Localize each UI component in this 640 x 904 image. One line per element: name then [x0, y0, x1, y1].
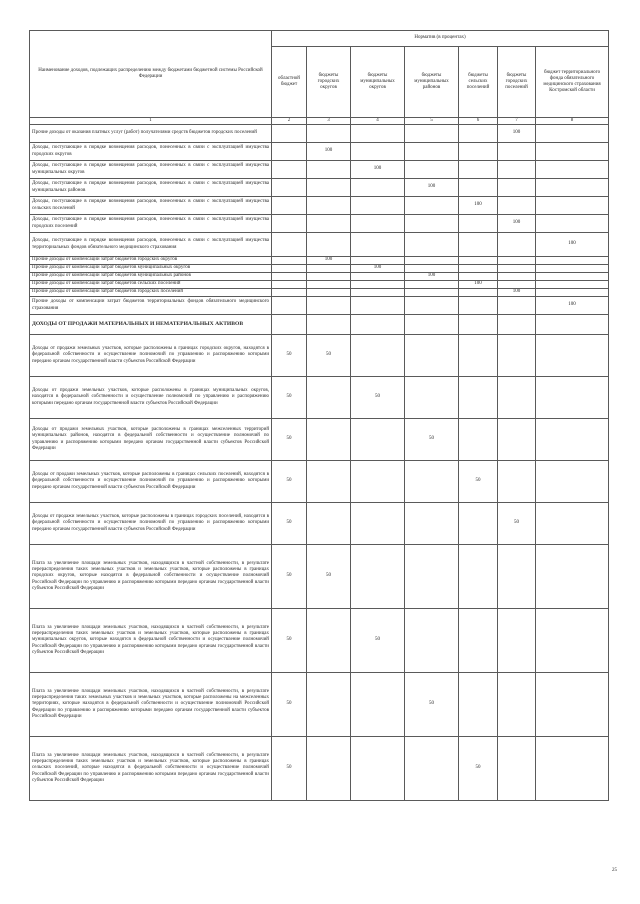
norm-value — [405, 143, 459, 161]
norm-value: 50 — [459, 461, 498, 503]
norm-value — [351, 273, 405, 281]
norm-value — [498, 737, 536, 801]
norm-value — [536, 289, 609, 297]
norm-value — [536, 737, 609, 801]
norm-value: 50 — [272, 609, 307, 673]
norm-value: 50 — [459, 737, 498, 801]
norm-value — [272, 281, 307, 289]
table-row — [30, 673, 609, 737]
revenue-name: Доходы от продажи земельных участков, которые расположены в границах городских поселений, находятся в федеральной собственности и осуществление полномочий по управлению и распоряжению которыми передано органам государственной власти субъектов Российской Федерации — [30, 503, 272, 545]
revenue-name: Доходы, поступающие в порядке возмещения расходов, понесенных в связи с эксплуатацией имущества муниципальных округов — [30, 161, 272, 179]
norm-value — [307, 503, 351, 545]
revenue-name: Доходы, поступающие в порядке возмещения расходов, понесенных в связи с эксплуатацией имущества территориальных фондов обязательного медицинского страхования — [30, 233, 272, 257]
norm-value — [307, 161, 351, 179]
norm-value — [351, 503, 405, 545]
norm-value — [405, 197, 459, 215]
norm-value — [459, 233, 498, 257]
norm-value: 50 — [272, 419, 307, 461]
norm-value — [536, 265, 609, 273]
norm-value: 50 — [272, 377, 307, 419]
norm-value — [351, 461, 405, 503]
revenue-name: Плата за увеличение площади земельных участков, находящихся в частной собственности, в результате перераспределения таких земельных участков и земельных участков, которые расположены в границах муниципальных округов, которые находятся в федеральной собственности и осуществление полномочий Российской Федерации по управлению и распоряжению которыми передано органам государственной власти субъектов Российской Федерации — [30, 609, 272, 673]
norm-value — [351, 233, 405, 257]
table-row — [30, 273, 609, 281]
norm-value: 100 — [307, 143, 351, 161]
norm-value — [307, 377, 351, 419]
column-number-2: 2 — [272, 118, 307, 125]
norm-value — [351, 281, 405, 289]
norm-value — [536, 215, 609, 233]
header-column-6: бюджеты сельских поселений — [459, 47, 498, 118]
norm-value — [307, 737, 351, 801]
norm-value — [405, 335, 459, 377]
norm-value — [536, 609, 609, 673]
revenue-name: Доходы от продажи земельных участков, которые расположены в границах межселенных территорий муниципальных районов, находятся в федеральной собственности и осуществление полномочий по управлению и распоряжению которыми передано органам государственной власти субъектов Российской Федерации — [30, 419, 272, 461]
revenue-name: Доходы от продажи земельных участков, которые расположены в границах городских округов, находятся в федеральной собственности и осуществление полномочий по управлению и распоряжению которыми передано органам государственной власти субъектов Российской Федерации — [30, 335, 272, 377]
norm-value — [536, 281, 609, 289]
norm-value — [459, 673, 498, 737]
header-column-3: бюджеты городских округов — [307, 47, 351, 118]
table-row — [30, 545, 609, 609]
norm-value — [307, 265, 351, 273]
norm-value: 50 — [272, 673, 307, 737]
norm-value — [272, 233, 307, 257]
norm-value — [307, 179, 351, 197]
norm-value: 50 — [272, 461, 307, 503]
distribution-table-sheet — [29, 30, 608, 801]
norm-value — [405, 609, 459, 673]
norm-value — [459, 503, 498, 545]
norm-value — [351, 737, 405, 801]
table-row — [30, 609, 609, 673]
norm-value — [351, 289, 405, 297]
norm-value: 100 — [498, 125, 536, 143]
norm-value — [498, 297, 536, 315]
norm-value — [272, 161, 307, 179]
norm-value — [351, 143, 405, 161]
norm-value — [272, 125, 307, 143]
norm-value — [272, 273, 307, 281]
column-number-7: 7 — [498, 118, 536, 125]
norm-value — [307, 419, 351, 461]
header-column-8: бюджет территориального фонда обязательного медицинского страхования Костромской области — [536, 47, 609, 118]
revenue-name: Доходы, поступающие в порядке возмещения расходов, понесенных в связи с эксплуатацией имущества сельских поселений — [30, 197, 272, 215]
norm-value — [498, 257, 536, 265]
norm-value — [351, 257, 405, 265]
norm-value — [536, 545, 609, 609]
norm-value: 50 — [307, 545, 351, 609]
norm-value — [351, 419, 405, 461]
norm-value — [351, 125, 405, 143]
norm-value: 100 — [351, 265, 405, 273]
column-number-1: 1 — [30, 118, 272, 125]
norm-value: 50 — [405, 673, 459, 737]
column-number-4: 4 — [351, 118, 405, 125]
norm-value — [307, 215, 351, 233]
norm-value — [459, 265, 498, 273]
norm-value — [307, 281, 351, 289]
norm-value — [498, 609, 536, 673]
revenue-name: Доходы, поступающие в порядке возмещения расходов, понесенных в связи с эксплуатацией имущества городских округов — [30, 143, 272, 161]
norm-value — [307, 125, 351, 143]
revenue-name: Доходы от продажи земельных участков, которые расположены в границах муниципальных округов, находятся в федеральной собственности и осуществление полномочий по управлению и распоряжению которыми передано органам государственной власти субъектов Российской Федерации — [30, 377, 272, 419]
header-norm-title: Норматив (в процентах) — [272, 31, 609, 47]
norm-value: 50 — [405, 419, 459, 461]
table-row — [30, 419, 609, 461]
norm-value — [405, 215, 459, 233]
norm-value — [405, 545, 459, 609]
norm-value: 50 — [272, 737, 307, 801]
revenue-name: Доходы, поступающие в порядке возмещения расходов, понесенных в связи с эксплуатацией имущества муниципальных районов — [30, 179, 272, 197]
norm-value — [405, 737, 459, 801]
header-column-4: бюджеты муниципальных округов — [351, 47, 405, 118]
table-row — [30, 161, 609, 179]
norm-value — [536, 315, 609, 335]
norm-value — [272, 179, 307, 197]
table-row — [30, 335, 609, 377]
norm-value — [536, 461, 609, 503]
norm-value — [307, 609, 351, 673]
table-row — [30, 125, 609, 143]
norm-value — [459, 609, 498, 673]
norm-value: 100 — [405, 179, 459, 197]
norm-value — [351, 197, 405, 215]
norm-value — [498, 335, 536, 377]
revenue-name: Плата за увеличение площади земельных участков, находящихся в частной собственности, в результате перераспределения таких земельных участков и земельных участков, которые расположены на межселенных территориях, которые находятся в федеральной собственности и осуществление полномочий Российской Федерации по управлению и распоряжению которыми передано органам государственной власти субъектов Российской Федерации — [30, 673, 272, 737]
revenue-name: Плата за увеличение площади земельных участков, находящихся в частной собственности, в результате перераспределения таких земельных участков и земельных участков, которые расположены в границах сельских поселений, которые находятся в федеральной собственности и осуществление полномочий Российской Федерации по управлению и распоряжению которыми передано органам государственной власти субъектов Российской Федерации — [30, 737, 272, 801]
norm-value: 50 — [351, 377, 405, 419]
revenue-name: Доходы от продажи земельных участков, которые расположены в границах сельских поселений, находятся в федеральной собственности и осуществление полномочий по управлению и распоряжению которыми передано органам государственной власти субъектов Российской Федерации — [30, 461, 272, 503]
norm-value — [459, 419, 498, 461]
norm-value — [536, 335, 609, 377]
norm-value: 50 — [307, 335, 351, 377]
norm-value — [498, 461, 536, 503]
norm-value — [498, 673, 536, 737]
norm-value — [405, 233, 459, 257]
norm-value — [498, 265, 536, 273]
norm-value — [405, 125, 459, 143]
norm-value — [351, 297, 405, 315]
norm-value — [459, 377, 498, 419]
norm-value — [272, 143, 307, 161]
norm-value — [405, 503, 459, 545]
norm-value — [272, 197, 307, 215]
norm-value — [459, 161, 498, 179]
norm-value — [307, 197, 351, 215]
table-row — [30, 503, 609, 545]
table-row — [30, 737, 609, 801]
norm-value — [536, 273, 609, 281]
norm-value — [405, 257, 459, 265]
revenue-name: Прочие доходы от компенсации затрат бюджетов городских округов — [30, 257, 272, 265]
column-number-8: 8 — [536, 118, 609, 125]
header-column-2: областной бюджет — [272, 47, 307, 118]
norm-value — [351, 335, 405, 377]
norm-value: 100 — [498, 215, 536, 233]
distribution-table — [29, 30, 609, 801]
norm-value — [351, 545, 405, 609]
norm-value — [536, 257, 609, 265]
header-name-column: Наименование доходов, подлежащих распределению между бюджетами бюджетной системы Российской Федерации — [30, 31, 272, 118]
norm-value — [351, 315, 405, 335]
norm-value — [272, 297, 307, 315]
norm-value — [459, 545, 498, 609]
section-title: ДОХОДЫ ОТ ПРОДАЖИ МАТЕРИАЛЬНЫХ И НЕМАТЕРИАЛЬНЫХ АКТИВОВ — [30, 315, 272, 335]
norm-value — [536, 673, 609, 737]
norm-value — [459, 273, 498, 281]
table-row — [30, 281, 609, 289]
norm-value — [272, 257, 307, 265]
norm-value — [272, 265, 307, 273]
norm-value — [307, 233, 351, 257]
table-row — [30, 143, 609, 161]
revenue-name: Прочие доходы от компенсации затрат бюджетов территориальных фондов обязательного медицинского страхования — [30, 297, 272, 315]
norm-value — [536, 143, 609, 161]
norm-value — [498, 143, 536, 161]
norm-value — [536, 179, 609, 197]
norm-value — [351, 215, 405, 233]
norm-value — [459, 143, 498, 161]
norm-value — [498, 179, 536, 197]
table-row — [30, 265, 609, 273]
table-row — [30, 377, 609, 419]
norm-value — [459, 179, 498, 197]
norm-value — [307, 273, 351, 281]
revenue-name: Прочие доходы от компенсации затрат бюджетов городских поселений — [30, 289, 272, 297]
norm-value: 50 — [498, 503, 536, 545]
page-number: 25 — [612, 868, 617, 873]
norm-value: 50 — [272, 503, 307, 545]
revenue-name: Прочие доходы от компенсации затрат бюджетов муниципальных районов — [30, 273, 272, 281]
table-row — [30, 215, 609, 233]
norm-value: 50 — [272, 545, 307, 609]
norm-value — [307, 673, 351, 737]
header-column-7: бюджеты городских поселений — [498, 47, 536, 118]
column-number-5: 5 — [405, 118, 459, 125]
norm-value — [351, 673, 405, 737]
column-number-6: 6 — [459, 118, 498, 125]
norm-value: 100 — [498, 289, 536, 297]
norm-value — [351, 179, 405, 197]
norm-value — [459, 289, 498, 297]
norm-value — [498, 545, 536, 609]
norm-value — [498, 161, 536, 179]
revenue-name: Доходы, поступающие в порядке возмещения расходов, понесенных в связи с эксплуатацией имущества городских поселений — [30, 215, 272, 233]
norm-value: 100 — [351, 161, 405, 179]
norm-value: 100 — [459, 281, 498, 289]
norm-value: 100 — [536, 233, 609, 257]
revenue-name: Прочие доходы от компенсации затрат бюджетов муниципальных округов — [30, 265, 272, 273]
norm-value — [405, 461, 459, 503]
norm-value — [459, 315, 498, 335]
norm-value — [536, 377, 609, 419]
norm-value — [405, 281, 459, 289]
norm-value — [307, 461, 351, 503]
norm-value — [498, 273, 536, 281]
norm-value — [459, 257, 498, 265]
norm-value — [405, 289, 459, 297]
norm-value — [498, 233, 536, 257]
norm-value — [459, 297, 498, 315]
norm-value — [272, 215, 307, 233]
norm-value: 100 — [307, 257, 351, 265]
table-row — [30, 179, 609, 197]
norm-value — [498, 315, 536, 335]
norm-value — [498, 377, 536, 419]
revenue-name: Плата за увеличение площади земельных участков, находящихся в частной собственности, в результате перераспределения таких земельных участков и земельных участков, которые расположены в границах городских округов, которые находятся в федеральной собственности и осуществление полномочий Российской Федерации по управлению и распоряжению которыми передано органам государственной власти субъектов Российской Федерации — [30, 545, 272, 609]
norm-value — [459, 215, 498, 233]
norm-value — [307, 289, 351, 297]
table-row — [30, 297, 609, 315]
norm-value — [272, 315, 307, 335]
norm-value — [459, 125, 498, 143]
table-row — [30, 289, 609, 297]
norm-value — [498, 281, 536, 289]
header-column-5: бюджеты муниципальных районов — [405, 47, 459, 118]
norm-value — [405, 161, 459, 179]
norm-value: 50 — [272, 335, 307, 377]
table-row — [30, 461, 609, 503]
norm-value — [498, 197, 536, 215]
norm-value — [459, 335, 498, 377]
section-row — [30, 315, 609, 335]
norm-value: 100 — [459, 197, 498, 215]
revenue-name: Прочие доходы от оказания платных услуг (работ) получателями средств бюджетов городских поселений — [30, 125, 272, 143]
table-row — [30, 257, 609, 265]
revenue-name: Прочие доходы от компенсации затрат бюджетов сельских поселений — [30, 281, 272, 289]
norm-value: 50 — [351, 609, 405, 673]
norm-value — [405, 297, 459, 315]
norm-value — [536, 125, 609, 143]
norm-value — [536, 503, 609, 545]
norm-value — [498, 419, 536, 461]
norm-value — [536, 197, 609, 215]
table-row — [30, 233, 609, 257]
norm-value: 100 — [405, 273, 459, 281]
norm-value — [536, 161, 609, 179]
norm-value — [307, 315, 351, 335]
norm-value — [405, 265, 459, 273]
norm-value — [536, 419, 609, 461]
norm-value — [405, 377, 459, 419]
column-number-3: 3 — [307, 118, 351, 125]
norm-value — [272, 289, 307, 297]
norm-value — [405, 315, 459, 335]
table-row — [30, 197, 609, 215]
norm-value — [307, 297, 351, 315]
norm-value: 100 — [536, 297, 609, 315]
